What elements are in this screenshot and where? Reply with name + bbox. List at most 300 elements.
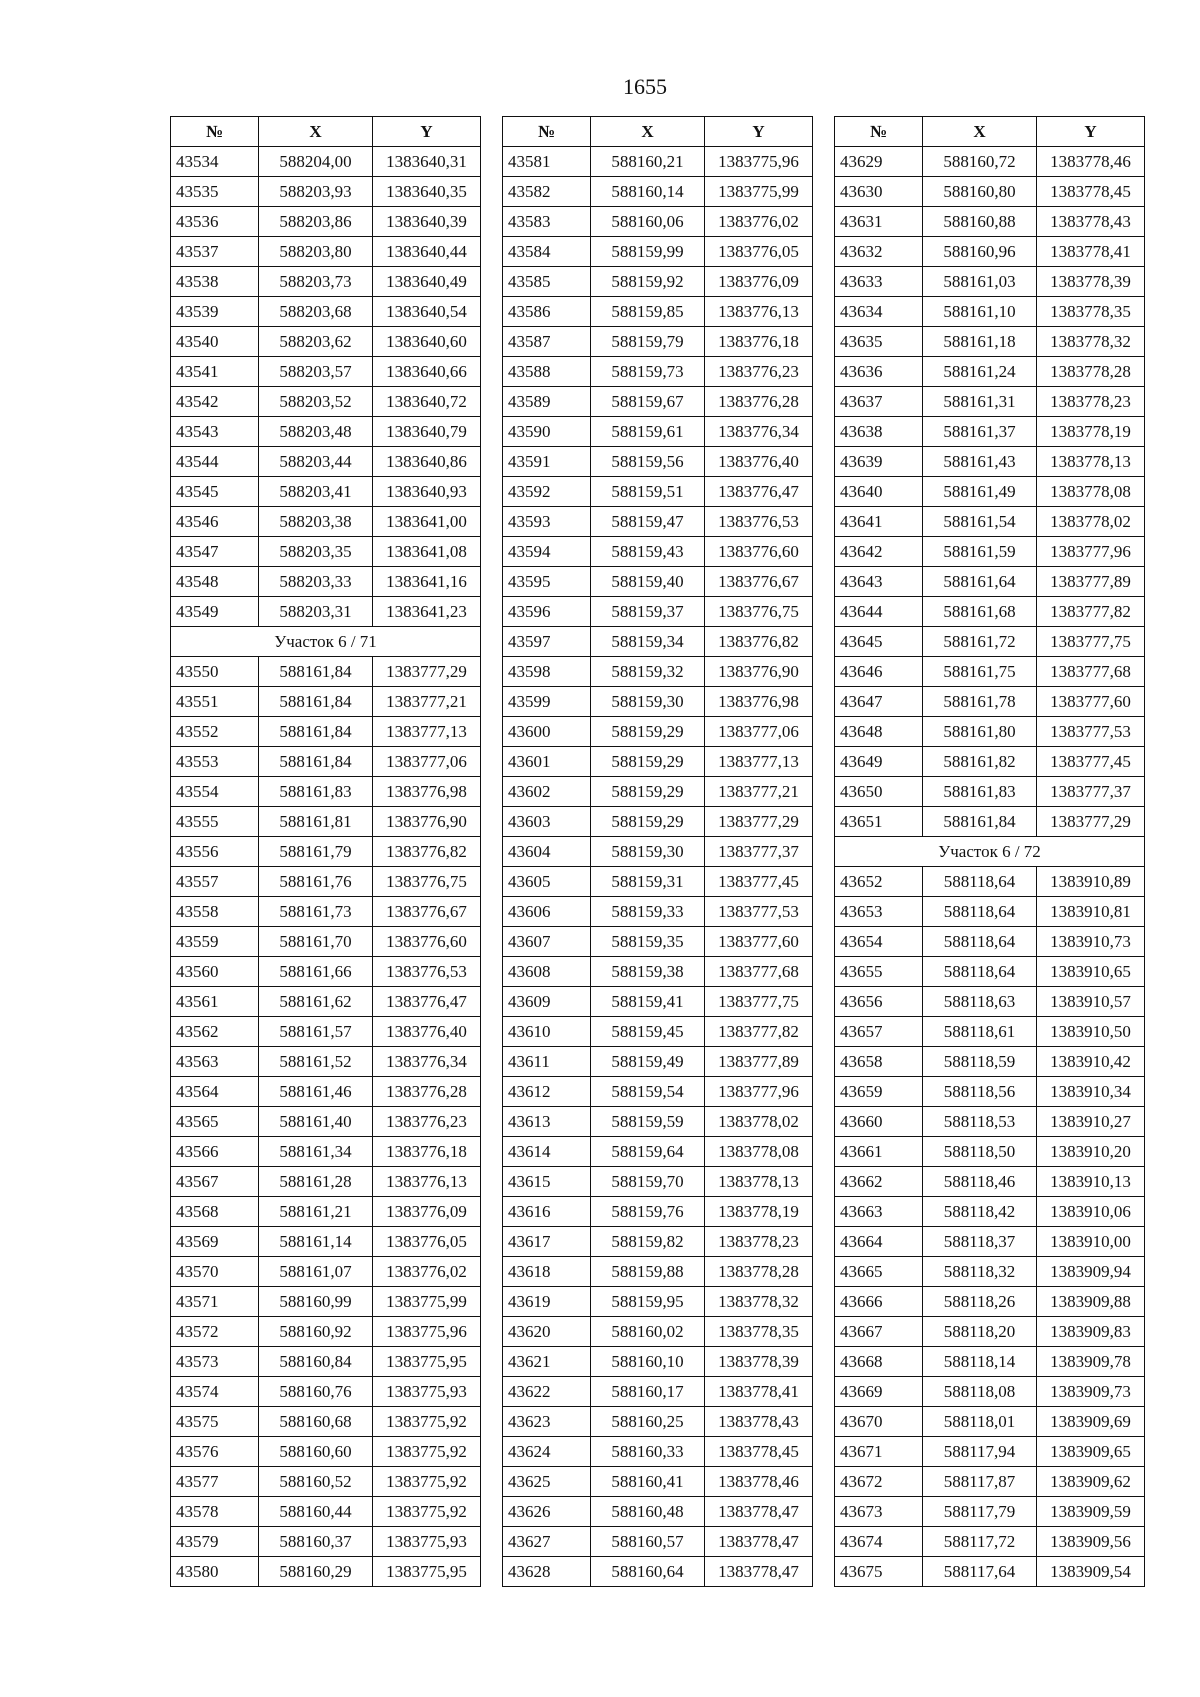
point-number: 43594 [503,537,591,567]
y-coordinate: 1383640,44 [373,237,481,267]
y-coordinate: 1383777,68 [1037,657,1145,687]
table-row [171,267,481,297]
table-row [503,1347,813,1377]
table-row [835,1347,1145,1377]
table-row [171,1137,481,1167]
x-coordinate: 588118,20 [923,1317,1037,1347]
table-row [835,1047,1145,1077]
x-coordinate: 588159,29 [591,807,705,837]
point-number: 43566 [171,1137,259,1167]
y-coordinate: 1383776,28 [373,1077,481,1107]
y-coordinate: 1383776,67 [373,897,481,927]
point-number: 43588 [503,357,591,387]
x-coordinate: 588118,64 [923,957,1037,987]
table-row [835,1287,1145,1317]
y-coordinate: 1383777,75 [1037,627,1145,657]
point-number: 43673 [835,1497,923,1527]
table-row [503,807,813,837]
header-y: Y [1037,117,1145,147]
table-row [171,1077,481,1107]
x-coordinate: 588118,08 [923,1377,1037,1407]
y-coordinate: 1383777,21 [705,777,813,807]
table-row [503,1437,813,1467]
x-coordinate: 588161,14 [259,1227,373,1257]
point-number: 43565 [171,1107,259,1137]
table-row [171,657,481,687]
point-number: 43561 [171,987,259,1017]
point-number: 43638 [835,417,923,447]
x-coordinate: 588159,34 [591,627,705,657]
point-number: 43546 [171,507,259,537]
point-number: 43555 [171,807,259,837]
x-coordinate: 588118,64 [923,897,1037,927]
x-coordinate: 588161,34 [259,1137,373,1167]
table-row [503,927,813,957]
y-coordinate: 1383776,23 [373,1107,481,1137]
x-coordinate: 588161,75 [923,657,1037,687]
point-number: 43632 [835,237,923,267]
table-header-row [835,117,1145,147]
table-row [171,927,481,957]
x-coordinate: 588161,49 [923,477,1037,507]
table-row [503,1197,813,1227]
y-coordinate: 1383778,02 [1037,507,1145,537]
point-number: 43583 [503,207,591,237]
table-row [835,567,1145,597]
y-coordinate: 1383641,23 [373,597,481,627]
y-coordinate: 1383776,23 [705,357,813,387]
table-row [171,147,481,177]
x-coordinate: 588118,46 [923,1167,1037,1197]
point-number: 43600 [503,717,591,747]
x-coordinate: 588203,68 [259,297,373,327]
x-coordinate: 588159,38 [591,957,705,987]
x-coordinate: 588159,61 [591,417,705,447]
y-coordinate: 1383777,96 [1037,537,1145,567]
x-coordinate: 588161,28 [259,1167,373,1197]
section-title: Участок 6 / 71 [171,627,481,657]
point-number: 43535 [171,177,259,207]
y-coordinate: 1383778,32 [1037,327,1145,357]
point-number: 43607 [503,927,591,957]
point-number: 43633 [835,267,923,297]
x-coordinate: 588161,07 [259,1257,373,1287]
point-number: 43585 [503,267,591,297]
x-coordinate: 588161,43 [923,447,1037,477]
y-coordinate: 1383777,29 [373,657,481,687]
x-coordinate: 588117,72 [923,1527,1037,1557]
header-y: Y [705,117,813,147]
point-number: 43662 [835,1167,923,1197]
table-header-row [171,117,481,147]
y-coordinate: 1383778,28 [705,1257,813,1287]
y-coordinate: 1383910,65 [1037,957,1145,987]
point-number: 43568 [171,1197,259,1227]
table-row [503,567,813,597]
y-coordinate: 1383909,78 [1037,1347,1145,1377]
x-coordinate: 588159,29 [591,777,705,807]
x-coordinate: 588160,96 [923,237,1037,267]
point-number: 43622 [503,1377,591,1407]
x-coordinate: 588159,73 [591,357,705,387]
table-row [503,657,813,687]
point-number: 43645 [835,627,923,657]
y-coordinate: 1383909,65 [1037,1437,1145,1467]
point-number: 43556 [171,837,259,867]
x-coordinate: 588204,00 [259,147,373,177]
x-coordinate: 588160,84 [259,1347,373,1377]
point-number: 43558 [171,897,259,927]
y-coordinate: 1383776,28 [705,387,813,417]
table-row [503,1407,813,1437]
x-coordinate: 588118,42 [923,1197,1037,1227]
point-number: 43574 [171,1377,259,1407]
y-coordinate: 1383778,47 [705,1497,813,1527]
x-coordinate: 588161,80 [923,717,1037,747]
point-number: 43596 [503,597,591,627]
y-coordinate: 1383910,00 [1037,1227,1145,1257]
y-coordinate: 1383776,09 [705,267,813,297]
x-coordinate: 588161,03 [923,267,1037,297]
table-row [503,1557,813,1587]
y-coordinate: 1383640,49 [373,267,481,297]
y-coordinate: 1383640,39 [373,207,481,237]
y-coordinate: 1383777,29 [705,807,813,837]
table-row [835,657,1145,687]
y-coordinate: 1383775,92 [373,1467,481,1497]
header-y: Y [373,117,481,147]
table-row [503,1467,813,1497]
table-row [503,1077,813,1107]
x-coordinate: 588159,99 [591,237,705,267]
x-coordinate: 588160,57 [591,1527,705,1557]
x-coordinate: 588203,44 [259,447,373,477]
x-coordinate: 588159,49 [591,1047,705,1077]
point-number: 43650 [835,777,923,807]
y-coordinate: 1383909,94 [1037,1257,1145,1287]
y-coordinate: 1383910,73 [1037,927,1145,957]
table-row [171,1407,481,1437]
point-number: 43593 [503,507,591,537]
point-number: 43563 [171,1047,259,1077]
y-coordinate: 1383640,93 [373,477,481,507]
point-number: 43599 [503,687,591,717]
coordinates-table-2 [502,116,813,1587]
point-number: 43534 [171,147,259,177]
y-coordinate: 1383778,46 [1037,147,1145,177]
y-coordinate: 1383775,93 [373,1377,481,1407]
x-coordinate: 588160,41 [591,1467,705,1497]
y-coordinate: 1383778,13 [705,1167,813,1197]
x-coordinate: 588118,64 [923,867,1037,897]
table-row [171,237,481,267]
table-row [171,207,481,237]
y-coordinate: 1383778,45 [705,1437,813,1467]
table-row [835,1227,1145,1257]
x-coordinate: 588118,64 [923,927,1037,957]
x-coordinate: 588159,30 [591,687,705,717]
point-number: 43562 [171,1017,259,1047]
point-number: 43582 [503,177,591,207]
point-number: 43543 [171,417,259,447]
point-number: 43665 [835,1257,923,1287]
point-number: 43626 [503,1497,591,1527]
header-number: № [835,117,923,147]
point-number: 43658 [835,1047,923,1077]
y-coordinate: 1383776,82 [373,837,481,867]
point-number: 43641 [835,507,923,537]
y-coordinate: 1383776,98 [705,687,813,717]
table-row [503,1287,813,1317]
point-number: 43579 [171,1527,259,1557]
table-header-row [503,117,813,147]
header-x: X [923,117,1037,147]
point-number: 43581 [503,147,591,177]
x-coordinate: 588203,80 [259,237,373,267]
y-coordinate: 1383776,18 [705,327,813,357]
table-row [503,447,813,477]
table-row [171,1377,481,1407]
table-row [171,717,481,747]
point-number: 43648 [835,717,923,747]
x-coordinate: 588161,52 [259,1047,373,1077]
table-row [835,417,1145,447]
x-coordinate: 588159,85 [591,297,705,327]
point-number: 43538 [171,267,259,297]
y-coordinate: 1383777,53 [705,897,813,927]
table-row [503,987,813,1017]
table-row [835,147,1145,177]
x-coordinate: 588159,47 [591,507,705,537]
y-coordinate: 1383777,45 [705,867,813,897]
table-row [171,417,481,447]
x-coordinate: 588118,26 [923,1287,1037,1317]
table-row [835,297,1145,327]
point-number: 43617 [503,1227,591,1257]
y-coordinate: 1383640,54 [373,297,481,327]
point-number: 43547 [171,537,259,567]
y-coordinate: 1383909,88 [1037,1287,1145,1317]
x-coordinate: 588159,88 [591,1257,705,1287]
point-number: 43569 [171,1227,259,1257]
y-coordinate: 1383778,08 [1037,477,1145,507]
y-coordinate: 1383776,05 [705,237,813,267]
x-coordinate: 588160,14 [591,177,705,207]
y-coordinate: 1383910,42 [1037,1047,1145,1077]
y-coordinate: 1383777,89 [1037,567,1145,597]
y-coordinate: 1383776,75 [705,597,813,627]
table-row [171,477,481,507]
x-coordinate: 588161,68 [923,597,1037,627]
x-coordinate: 588203,31 [259,597,373,627]
x-coordinate: 588159,54 [591,1077,705,1107]
y-coordinate: 1383778,43 [1037,207,1145,237]
point-number: 43618 [503,1257,591,1287]
table-row [835,1407,1145,1437]
x-coordinate: 588117,64 [923,1557,1037,1587]
table-row [503,297,813,327]
table-row [171,957,481,987]
point-number: 43672 [835,1467,923,1497]
x-coordinate: 588159,67 [591,387,705,417]
y-coordinate: 1383775,96 [373,1317,481,1347]
x-coordinate: 588159,29 [591,717,705,747]
point-number: 43608 [503,957,591,987]
point-number: 43612 [503,1077,591,1107]
table-row [835,1107,1145,1137]
y-coordinate: 1383910,34 [1037,1077,1145,1107]
table-row [503,1317,813,1347]
table-row [503,1047,813,1077]
coordinates-table-1 [170,116,481,1587]
y-coordinate: 1383778,43 [705,1407,813,1437]
x-coordinate: 588161,66 [259,957,373,987]
x-coordinate: 588161,82 [923,747,1037,777]
x-coordinate: 588160,72 [923,147,1037,177]
point-number: 43544 [171,447,259,477]
table-row [171,897,481,927]
table-row [171,747,481,777]
x-coordinate: 588118,63 [923,987,1037,1017]
x-coordinate: 588159,76 [591,1197,705,1227]
point-number: 43598 [503,657,591,687]
table-row [503,777,813,807]
point-number: 43604 [503,837,591,867]
x-coordinate: 588159,45 [591,1017,705,1047]
table-row [171,1287,481,1317]
x-coordinate: 588203,57 [259,357,373,387]
point-number: 43575 [171,1407,259,1437]
x-coordinate: 588160,33 [591,1437,705,1467]
y-coordinate: 1383778,39 [705,1347,813,1377]
y-coordinate: 1383778,02 [705,1107,813,1137]
y-coordinate: 1383776,82 [705,627,813,657]
x-coordinate: 588159,37 [591,597,705,627]
x-coordinate: 588159,35 [591,927,705,957]
point-number: 43646 [835,657,923,687]
point-number: 43572 [171,1317,259,1347]
x-coordinate: 588161,10 [923,297,1037,327]
table-row [835,357,1145,387]
point-number: 43603 [503,807,591,837]
x-coordinate: 588161,70 [259,927,373,957]
point-number: 43610 [503,1017,591,1047]
y-coordinate: 1383909,56 [1037,1527,1145,1557]
y-coordinate: 1383776,13 [705,297,813,327]
point-number: 43616 [503,1197,591,1227]
table-row [835,477,1145,507]
table-row [503,1017,813,1047]
y-coordinate: 1383776,05 [373,1227,481,1257]
table-row [503,627,813,657]
x-coordinate: 588161,18 [923,327,1037,357]
table-row [835,777,1145,807]
y-coordinate: 1383910,13 [1037,1167,1145,1197]
point-number: 43551 [171,687,259,717]
point-number: 43580 [171,1557,259,1587]
y-coordinate: 1383909,73 [1037,1377,1145,1407]
point-number: 43652 [835,867,923,897]
table-row [503,1167,813,1197]
point-number: 43541 [171,357,259,387]
x-coordinate: 588203,48 [259,417,373,447]
y-coordinate: 1383777,45 [1037,747,1145,777]
table-row [171,1017,481,1047]
y-coordinate: 1383776,47 [705,477,813,507]
table-row [171,327,481,357]
y-coordinate: 1383777,82 [1037,597,1145,627]
point-number: 43570 [171,1257,259,1287]
point-number: 43643 [835,567,923,597]
table-row [835,1497,1145,1527]
table-row [171,1437,481,1467]
y-coordinate: 1383777,60 [1037,687,1145,717]
y-coordinate: 1383776,60 [373,927,481,957]
header-number: № [503,117,591,147]
point-number: 43657 [835,1017,923,1047]
x-coordinate: 588118,01 [923,1407,1037,1437]
table-row [835,1017,1145,1047]
x-coordinate: 588160,06 [591,207,705,237]
y-coordinate: 1383640,31 [373,147,481,177]
y-coordinate: 1383777,06 [705,717,813,747]
point-number: 43601 [503,747,591,777]
point-number: 43576 [171,1437,259,1467]
x-coordinate: 588161,37 [923,417,1037,447]
point-number: 43634 [835,297,923,327]
point-number: 43636 [835,357,923,387]
point-number: 43639 [835,447,923,477]
point-number: 43637 [835,387,923,417]
y-coordinate: 1383777,68 [705,957,813,987]
y-coordinate: 1383778,41 [705,1377,813,1407]
y-coordinate: 1383775,96 [705,147,813,177]
table-row [503,387,813,417]
header-x: X [591,117,705,147]
table-row [171,687,481,717]
table-row [503,267,813,297]
x-coordinate: 588161,79 [259,837,373,867]
x-coordinate: 588118,59 [923,1047,1037,1077]
y-coordinate: 1383641,16 [373,567,481,597]
table-row [171,507,481,537]
table-row [171,597,481,627]
x-coordinate: 588159,56 [591,447,705,477]
y-coordinate: 1383640,79 [373,417,481,447]
x-coordinate: 588160,88 [923,207,1037,237]
x-coordinate: 588117,94 [923,1437,1037,1467]
x-coordinate: 588118,50 [923,1137,1037,1167]
y-coordinate: 1383778,35 [705,1317,813,1347]
section-row [171,627,481,657]
y-coordinate: 1383778,08 [705,1137,813,1167]
x-coordinate: 588203,86 [259,207,373,237]
x-coordinate: 588161,64 [923,567,1037,597]
y-coordinate: 1383776,47 [373,987,481,1017]
table-row [835,537,1145,567]
y-coordinate: 1383909,62 [1037,1467,1145,1497]
y-coordinate: 1383776,90 [705,657,813,687]
y-coordinate: 1383776,53 [373,957,481,987]
point-number: 43587 [503,327,591,357]
table-row [835,1557,1145,1587]
point-number: 43557 [171,867,259,897]
x-coordinate: 588118,53 [923,1107,1037,1137]
y-coordinate: 1383640,72 [373,387,481,417]
point-number: 43656 [835,987,923,1017]
table-row [835,1527,1145,1557]
y-coordinate: 1383775,92 [373,1437,481,1467]
